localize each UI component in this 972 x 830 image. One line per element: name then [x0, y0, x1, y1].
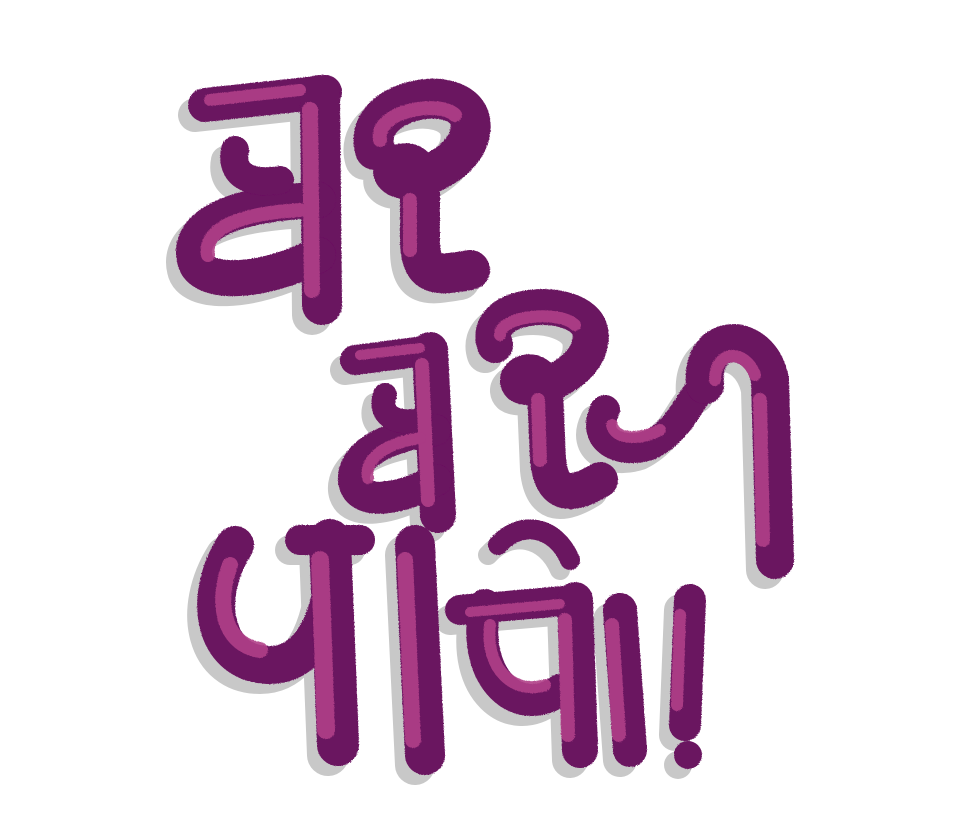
ink-dark-layer — [194, 92, 775, 769]
